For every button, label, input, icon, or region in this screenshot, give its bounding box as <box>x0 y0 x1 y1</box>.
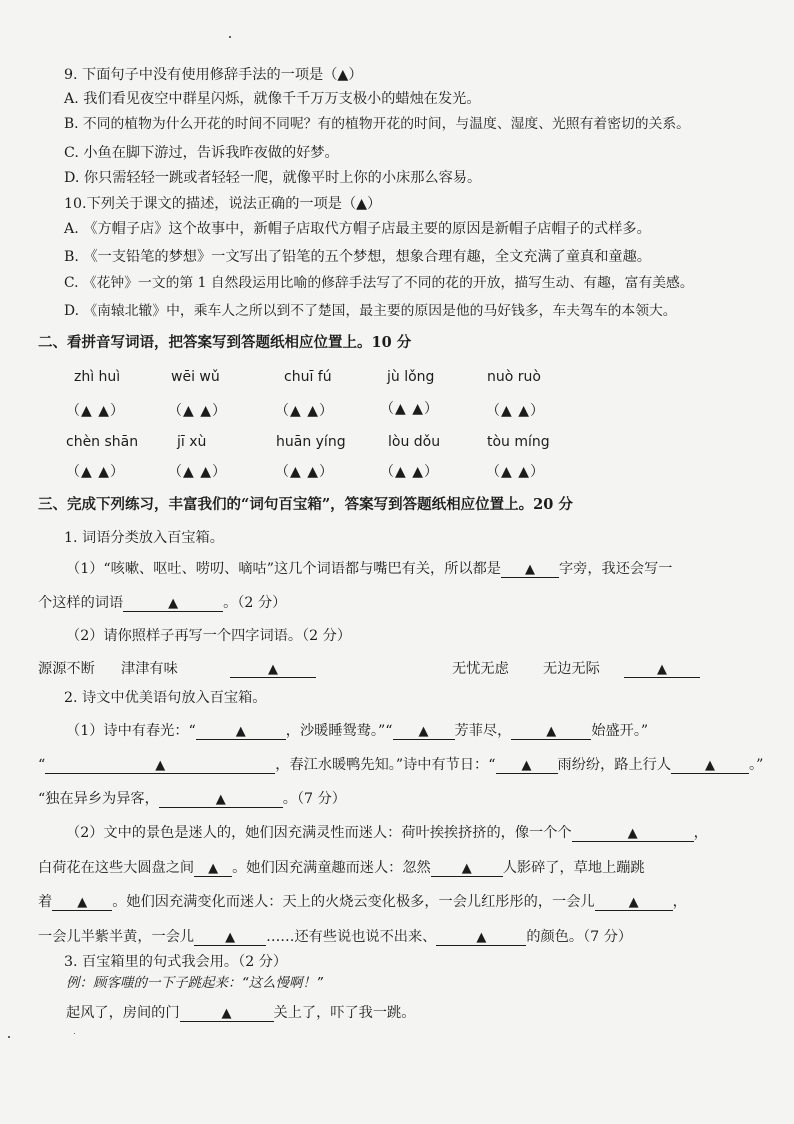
answer-blank[interactable] <box>196 723 286 740</box>
part-1-q1-text-d: 。（2 分） <box>223 595 287 611</box>
blank-mark: ▲ <box>168 596 179 611</box>
answer-blank[interactable] <box>180 1005 274 1022</box>
example-word-1: 源源不断 <box>38 661 95 677</box>
answer-box-4: （▲ ▲） <box>380 401 439 417</box>
answer-blank[interactable] <box>393 723 455 740</box>
part-2-title: 2. 诗文中优美语句放入百宝箱。 <box>64 690 267 706</box>
pinyin-2: wēi wǔ <box>171 369 220 385</box>
q10-option-b: B. 《一支铅笔的梦想》一文写出了铅笔的五个梦想，想象合理有趣，全文充满了童真和童趣。 <box>64 249 651 265</box>
part-2-text: 一会儿半紫半黄，一会儿 <box>38 929 195 945</box>
part-2-text: 。她们因充满童趣而迷人：忽然 <box>232 860 431 876</box>
answer-blank[interactable] <box>159 791 283 808</box>
q9-stem: 9. 下面句子中没有使用修辞手法的一项是（▲） <box>64 67 363 83</box>
pinyin-3: chuī fú <box>284 369 332 385</box>
part-2-text: ，春江水暖鸭先知。”诗中有节日：“ <box>275 757 496 773</box>
pinyin-10: tòu míng <box>487 434 550 450</box>
blank-mark: ▲ <box>627 826 638 841</box>
answer-blank[interactable] <box>572 825 694 842</box>
pinyin-8: huān yíng <box>276 434 346 450</box>
answer-blank[interactable] <box>194 929 266 946</box>
blank-mark: ▲ <box>628 895 639 910</box>
part-1-q1-line2 <box>38 594 286 612</box>
answer-box-5: （▲ ▲） <box>486 403 545 419</box>
answer-box-2: （▲ ▲） <box>168 403 227 419</box>
pinyin-1: zhì huì <box>74 369 121 385</box>
part-2-q1-line2 <box>38 756 763 774</box>
blank-mark: ▲ <box>208 861 219 876</box>
blank-mark: ▲ <box>77 895 88 910</box>
blank-mark: ▲ <box>268 662 278 677</box>
part-3-title: 3. 百宝箱里的句式我会用。（2 分） <box>64 954 288 970</box>
part-2-text: ， <box>672 894 687 910</box>
part-2-text: 的颜色。（7 分） <box>526 929 633 945</box>
example-word-4: 无边无际 <box>543 661 600 677</box>
blank-mark: ▲ <box>235 724 246 739</box>
part-2-text: （2）文中的景色是迷人的，她们因充满灵性而迷人：荷叶挨挨挤挤的，像一个个 <box>66 825 572 841</box>
part-1-q1-text-b: 字旁，我还会写一 <box>558 561 673 577</box>
blank-mark: ▲ <box>225 930 236 945</box>
part-2-q2-line2 <box>38 859 645 877</box>
scan-speck <box>229 36 231 38</box>
answer-box-8: （▲ ▲） <box>275 464 334 480</box>
blank-mark: ▲ <box>215 792 226 807</box>
q9-option-a: A. 我们看见夜空中群星闪烁，就像千千万万支极小的蜡烛在发光。 <box>64 91 481 107</box>
answer-blank[interactable] <box>496 757 558 774</box>
scan-speck <box>8 1036 10 1038</box>
part-1-q1-line1 <box>66 560 673 578</box>
part-1-q1-text-a: （1）“咳嗽、呕吐、唠叨、嘀咕”这几个词语都与嘴巴有关，所以都是 <box>66 561 501 577</box>
blank-mark: ▲ <box>705 758 716 773</box>
blank-mark: ▲ <box>524 562 535 577</box>
answer-box-9: （▲ ▲） <box>380 464 439 480</box>
q10-option-a: A. 《方帽子店》这个故事中，新帽子店取代方帽子店最主要的原因是新帽子店帽子的式样多。 <box>64 221 651 237</box>
part-2-text: 雨纷纷，路上行人 <box>557 757 672 773</box>
part-1-q2: （2）请你照样子再写一个四字词语。（2 分） <box>66 628 352 644</box>
answer-blank[interactable] <box>671 757 749 774</box>
answer-blank[interactable] <box>624 661 700 678</box>
part-2-text: 人影碎了，草地上蹦跳 <box>502 860 645 876</box>
q9-option-b: B. 不同的植物为什么开花的时间不同呢？有的植物开花的时间，与温度、湿度、光照有着密切的关系。 <box>64 116 690 132</box>
part-2-q2-line4 <box>38 928 632 946</box>
blank-mark: ▲ <box>155 758 166 773</box>
blank-mark: ▲ <box>476 930 487 945</box>
part-2-text: 。她们因充满变化而迷人：天上的火烧云变化极多，一会儿红彤彤的，一会儿 <box>112 894 595 910</box>
part-2-text: ……还有些说也说不出来、 <box>266 929 437 945</box>
blank-mark: ▲ <box>546 724 557 739</box>
part-2-text: 。（7 分） <box>282 791 346 807</box>
scan-speck <box>74 1033 75 1034</box>
answer-blank[interactable] <box>431 860 503 877</box>
part-2-text: 芳菲尽， <box>454 723 512 739</box>
part-2-text: 白荷花在这些大圆盘之间 <box>38 860 195 876</box>
pinyin-5: nuò ruò <box>487 369 541 385</box>
part-2-text: （1）诗中有春光：“ <box>66 723 196 739</box>
part-2-text: 始盛开。” <box>591 723 649 739</box>
answer-box-10: （▲ ▲） <box>486 464 545 480</box>
part-1-title: 1. 词语分类放入百宝箱。 <box>64 530 224 546</box>
q9-option-c: C. 小鱼在脚下游过，告诉我昨夜做的好梦。 <box>64 145 339 161</box>
word-blank-1-wrap <box>230 660 316 678</box>
part-2-text: ，沙暖睡鸳鸯。”“ <box>285 723 393 739</box>
q10-option-c: C. 《花钟》一文的第 1 自然段运用比喻的修辞手法写了不同的花的开放，描写生动、有趣，富有美感。 <box>64 275 694 291</box>
example-word-2: 津津有味 <box>121 661 178 677</box>
answer-blank[interactable] <box>52 894 112 911</box>
q10-option-d: D. 《南辕北辙》中，乘车人之所以到不了楚国，最主要的原因是他的马好钱多，车夫驾车的本领大。 <box>64 303 677 319</box>
part-2-q2-line1 <box>66 824 708 842</box>
blank-mark: ▲ <box>418 724 429 739</box>
part-3-text: 起风了，房间的门 <box>66 1005 180 1021</box>
answer-blank[interactable] <box>511 723 591 740</box>
blank-mark: ▲ <box>521 758 532 773</box>
section-2-title: 二、看拼音写词语，把答案写到答题纸相应位置上。10 分 <box>38 334 412 351</box>
pinyin-4: jù lǒng <box>387 369 435 385</box>
blank-mark: ▲ <box>461 861 472 876</box>
q10-stem: 10.下列关于课文的描述，说法正确的一项是（▲） <box>64 196 382 212</box>
answer-blank[interactable] <box>45 757 275 774</box>
pinyin-6: chèn shān <box>66 434 139 450</box>
answer-blank[interactable] <box>501 561 559 578</box>
answer-box-7: （▲ ▲） <box>168 464 227 480</box>
part-2-text: “ <box>38 757 46 773</box>
answer-blank[interactable] <box>230 661 316 678</box>
part-2-text: 着 <box>38 894 53 910</box>
answer-blank[interactable] <box>436 929 526 946</box>
answer-blank[interactable] <box>595 894 673 911</box>
answer-blank[interactable] <box>123 595 223 612</box>
q9-option-d: D. 你只需轻轻一跳或者轻轻一爬，就像平时上你的小床那么容易。 <box>64 170 482 186</box>
part-2-text: “独在异乡为异客， <box>38 791 159 807</box>
word-blank-2-wrap <box>624 660 700 678</box>
part-3-text: 关上了，吓了我一跳。 <box>273 1005 416 1021</box>
section-3-title: 三、完成下列练习，丰富我们的“词句百宝箱”，答案写到答题纸相应位置上。20 分 <box>38 496 573 513</box>
part-1-q1-text-c: 个这样的词语 <box>38 595 124 611</box>
answer-box-6: （▲ ▲） <box>66 464 125 480</box>
answer-box-3: （▲ ▲） <box>275 403 334 419</box>
example-word-3: 无忧无虑 <box>452 661 509 677</box>
part-2-q1-line1 <box>66 722 648 740</box>
part-3-example: 例：顾客嗤的一下子跳起来：“这么慢啊！” <box>66 975 323 991</box>
pinyin-7: jī xù <box>177 434 207 450</box>
part-3-q1 <box>66 1004 415 1022</box>
answer-box-1: （▲ ▲） <box>66 403 125 419</box>
part-2-text: ， <box>693 825 708 841</box>
blank-mark: ▲ <box>657 662 667 677</box>
pinyin-9: lòu dǒu <box>388 434 441 450</box>
part-2-text: 。” <box>749 757 764 773</box>
blank-mark: ▲ <box>221 1006 232 1021</box>
part-2-q1-line3 <box>38 790 346 808</box>
answer-blank[interactable] <box>194 860 232 877</box>
part-2-q2-line3 <box>38 893 687 911</box>
